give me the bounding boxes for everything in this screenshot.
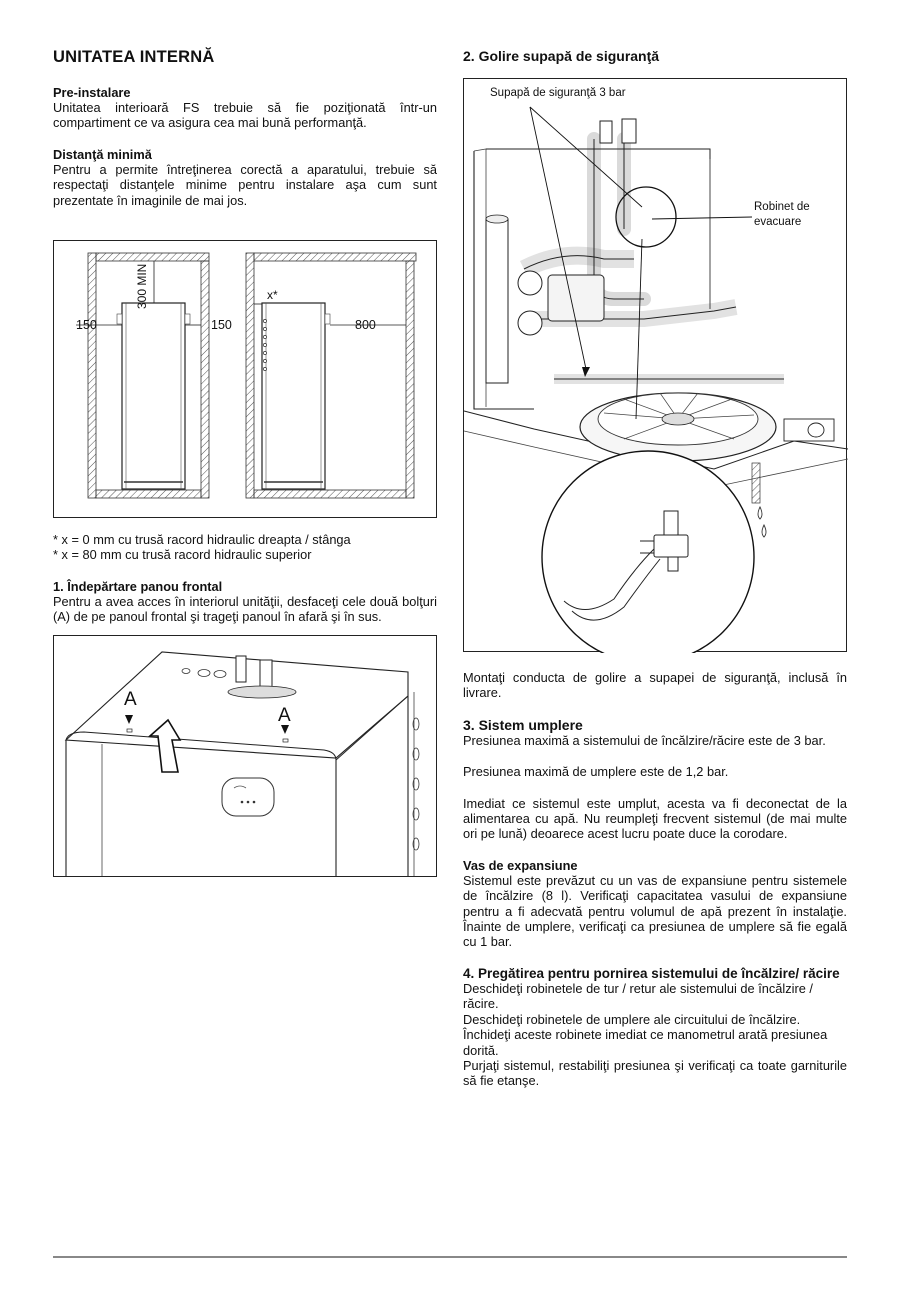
section4-line: Purjaţi sistemul, restabiliţi presiunea şi verificaţi ca toate garniturile să fie etanşe. (463, 1057, 847, 1089)
drain-label-line2: evacuare (754, 216, 802, 228)
drain-label-line1: Robinet de (754, 201, 810, 213)
left-column (53, 48, 437, 877)
expansion-text: Sistemul este prevăzut cu un vas de expansiune pentru sistemele de încălzire (8 l). Verificaţi capacitatea vasului de expansiune pentru a fi adecvată pentru volumul de apă prezent în instalaţie. Înainte de umplere, verificaţi ca presiunea de umplere să fie egală cu 1 bar. (463, 872, 847, 950)
section2-heading: 2. Golire supapă de siguranţă (463, 48, 660, 64)
front-panel-drawing (54, 636, 438, 878)
preinstall-heading: Pre-instalare (53, 85, 131, 100)
expansion-heading: Vas de expansiune (463, 857, 578, 873)
valve-label: Supapă de siguranţă 3 bar (490, 87, 626, 99)
note-line: * x = 0 mm cu trusă racord hidraulic dreapta / stânga (53, 532, 351, 548)
safety-valve-figure (463, 78, 847, 652)
section3-p2: Presiunea maximă de umplere este de 1,2 bar. (463, 764, 729, 780)
section4-line: Deschideţi robinetele de umplere ale circuitului de încălzire. (463, 1011, 801, 1027)
page-title: UNITATEA INTERNĂ (53, 48, 215, 66)
clearance-label-mid: 150 (211, 318, 232, 333)
section4-line: Deschideţi robinetele de tur / retur ale sistemului de încălzire / răcire. (463, 980, 813, 1012)
front-panel-text: Pentru a avea acces în interiorul unităţii, desfaceţi cele două bolţuri (A) de pe panoul frontal şi trageţi panoul în afară şi în sus. (53, 593, 437, 625)
preinstall-text: Unitatea interioară FS trebuie să fie poziţionată într-un compartiment ce va asigura cea mai bună performanţă. (53, 100, 437, 131)
distance-text: Pentru a permite întreţinerea corectă a aparatului, trebuie să respectaţi distanţele minime pentru instalare aşa cum sunt prezentate în imaginile de mai jos. (53, 161, 437, 208)
bolt-label-a: A (124, 688, 137, 710)
clearance-label-top: 300 MIN (135, 263, 149, 310)
note-line: * x = 80 mm cu trusă racord hidraulic superior (53, 547, 312, 563)
clearance-label-right: 800 (355, 318, 376, 333)
clearance-label-left: 150 (76, 318, 97, 333)
section4-line: Închideţi aceste robinete imediat ce manometrul arată presiunea dorită. (463, 1027, 828, 1058)
clearance-label-x: x* (267, 288, 278, 303)
distance-heading: Distanţă minimă (53, 146, 152, 162)
section3-heading: 3. Sistem umplere (463, 716, 583, 733)
front-panel-figure (53, 635, 437, 877)
section3-p1: Presiunea maximă a sistemului de încălzire/răcire este de 3 bar. (463, 732, 826, 748)
clearance-drawing (54, 241, 438, 519)
front-panel-heading: 1. Îndepărtare panou frontal (53, 578, 223, 594)
section4-heading: 4. Pregătirea pentru pornirea sistemului de încălzire/ răcire (463, 965, 840, 981)
right-column (463, 48, 847, 1089)
safety-valve-drawing (464, 79, 848, 653)
clearance-figure (53, 240, 437, 518)
footer-rule (53, 1256, 847, 1258)
section2-text: Montaţi conducta de golire a supapei de siguranţă, inclusă în livrare. (463, 670, 847, 701)
section3-p3: Imediat ce sistemul este umplut, acesta va fi deconectat de la alimentarea cu apă. Nu reumpleţi frecvent sistemul (de mai multe ori pe lună) deoarece acest lucru poate duce la corodare. (463, 795, 847, 842)
bolt-label-a: A (278, 704, 291, 726)
